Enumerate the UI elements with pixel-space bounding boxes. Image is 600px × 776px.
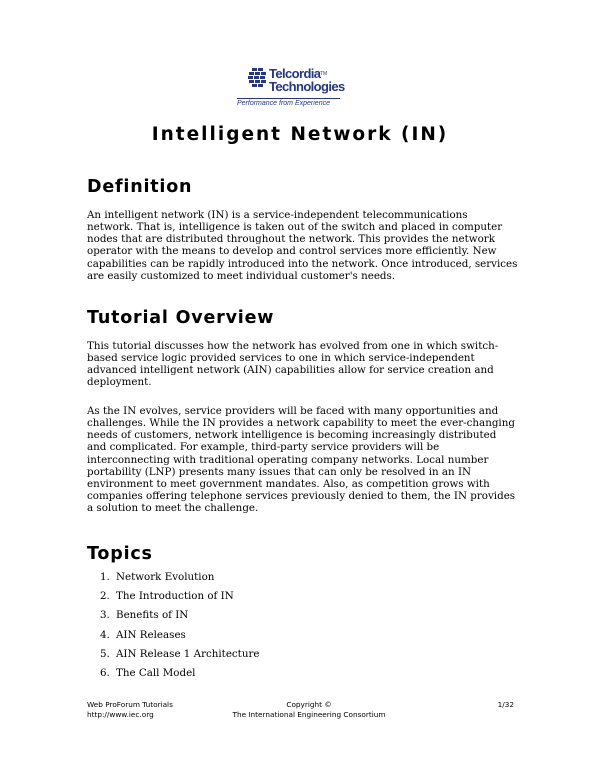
text-line: An intelligent network (IN) is a service-independent telecommunications	[87, 209, 468, 221]
topic-label: The Introduction of IN	[116, 590, 234, 603]
topic-label: Benefits of IN	[116, 609, 189, 622]
text-line: interconnecting with traditional operating company networks. Local number	[87, 453, 489, 466]
topic-item[interactable]	[100, 667, 259, 686]
text-line: capabilities can be rapidly introduced into the network. Once introduced, services	[87, 257, 518, 270]
text-line: As the IN evolves, service providers will be faced with many opportunities and	[87, 405, 499, 417]
footer-organization: The International Engineering Consortium	[232, 710, 386, 719]
topics-list	[100, 571, 259, 686]
topic-number: 5.	[100, 647, 110, 660]
topic-label: Network Evolution	[116, 571, 215, 583]
overview-paragraph-2	[87, 405, 519, 514]
topic-label: AIN Release 1 Architecture	[116, 647, 260, 660]
topic-number: 4.	[100, 628, 110, 641]
footer-url-link[interactable]: http://www.iec.org	[87, 710, 154, 719]
text-line: environment to meet government mandates. Also, as competition grows with	[87, 477, 490, 490]
topic-item[interactable]	[100, 629, 259, 648]
telcordia-logo-mark	[248, 68, 268, 92]
topic-label: The Call Model	[116, 666, 196, 679]
text-line: challenges. While the IN provides a network capability to meet the ever-changing	[87, 417, 515, 430]
topic-number: 3.	[100, 609, 110, 622]
text-line: based service logic provided services to one in which service-independent	[87, 352, 475, 365]
topic-item[interactable]	[100, 648, 259, 667]
text-line: advanced intelligent network (AIN) capabilities allow for service creation and	[87, 364, 494, 377]
telcordia-logo	[237, 66, 368, 118]
text-line: companies offering telephone services previously denied to them, the IN provides	[87, 490, 516, 503]
page-title: Intelligent Network (IN)	[151, 124, 449, 145]
logo-name-line2: Technologies	[269, 79, 345, 94]
topic-item[interactable]	[100, 590, 259, 609]
text-line: are easily customized to meet individual customer's needs.	[87, 269, 396, 282]
page-number: 1/32	[497, 700, 514, 709]
definition-paragraph	[87, 209, 519, 282]
definition-heading: Definition	[87, 177, 193, 197]
topic-number: 2.	[100, 590, 110, 603]
topic-item[interactable]	[100, 609, 259, 628]
text-line: deployment.	[87, 376, 152, 389]
text-line: portability (LNP) presents many issues that can only be resolved in an IN	[87, 465, 472, 478]
topic-number: 1.	[100, 571, 110, 583]
footer-copyright: Copyright ©	[286, 700, 332, 709]
overview-paragraph-1	[87, 340, 519, 389]
footer-left	[87, 700, 173, 720]
logo-name-line1: Telcordia	[269, 66, 321, 81]
footer-publication: Web ProForum Tutorials	[87, 700, 173, 709]
footer-center	[226, 700, 392, 720]
topics-heading: Topics	[87, 544, 153, 564]
text-line: operator with the means to develop and control services more efficiently. New	[87, 245, 497, 258]
logo-tagline: Performance from Experience	[237, 100, 330, 107]
logo-trademark: TM	[320, 71, 328, 77]
text-line: network. That is, intelligence is taken out of the switch and placed in computer	[87, 221, 503, 234]
tutorial-overview-heading: Tutorial Overview	[87, 308, 275, 328]
text-line: needs of customers, network intelligence is becoming increasingly distributed	[87, 429, 497, 442]
topic-label: AIN Releases	[116, 628, 186, 641]
footer-right	[490, 700, 514, 710]
text-line: and complicated. For example, third-party service providers will be	[87, 441, 440, 454]
text-line: nodes that are distributed throughout the network. This provides the network	[87, 233, 495, 246]
text-line: This tutorial discusses how the network has evolved from one in which switch-	[87, 340, 499, 352]
topic-item[interactable]	[100, 571, 259, 590]
text-line: a solution to meet the challenge.	[87, 502, 259, 515]
topic-number: 6.	[100, 666, 110, 679]
logo-divider	[237, 98, 340, 99]
